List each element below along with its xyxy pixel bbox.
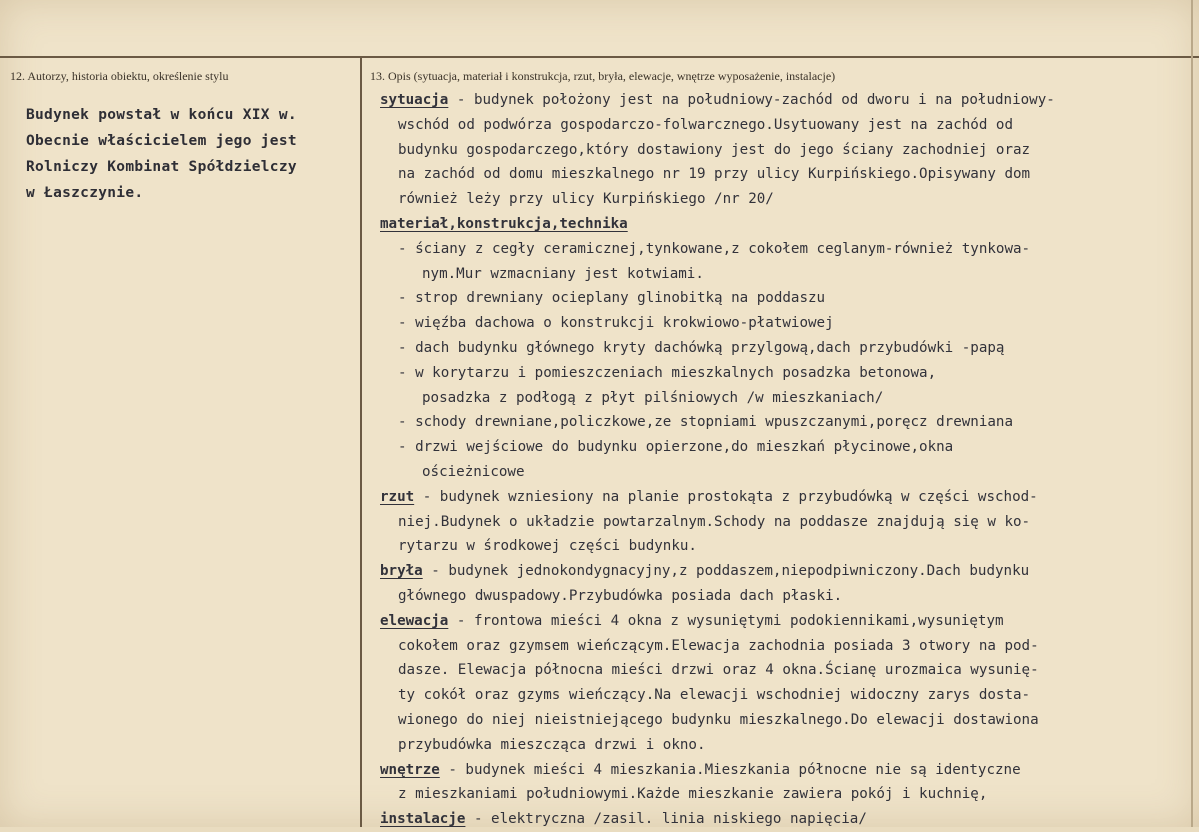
text-line: - dach budynku głównego kryty dachówką przylgową,dach przybudówki -papą [398,339,1005,356]
text-line: - budynek wzniesiony na planie prostokąta z przybudówką w części wschod- [414,488,1038,505]
text-line: dasze. Elewacja północna mieści drzwi oraz 4 okna.Ścianę urozmaica wysunię- [398,662,1039,679]
text-line: wschód od podwórza gospodarczo-folwarcznego.Usytuowany jest na zachód od [398,116,1013,133]
text-line: - frontowa mieści 4 okna z wysuniętymi podokiennikami,wysuniętym [448,612,1004,629]
right-column-heading: 13. Opis (sytuacja, materiał i konstrukcja, rzut, bryła, elewacje, wnętrze wyposażenie, instalacje) [370,69,836,83]
text-line: z mieszkaniami południowymi.Każde mieszkanie zawiera pokój i kuchnię, [398,786,988,803]
section-bryla [380,559,1180,584]
text-line: cokołem oraz gzymsem wieńczącym.Elewacja zachodnia posiada 3 otwory na pod- [398,637,1039,654]
section-heading: wnętrze [380,761,440,778]
text-line: - strop drewniany ocieplany glinobitką na poddaszu [398,290,826,307]
left-column-heading: 12. Autorzy, historia obiektu, określenie stylu [10,69,229,83]
description-text [380,88,1180,832]
section-wnetrze [380,758,1180,783]
text-line: przybudówka mieszcząca drzwi i okno. [398,736,706,753]
text-line: - budynek mieści 4 mieszkania.Mieszkania północne nie są identyczne [439,761,1021,778]
text-line: posadzka z podłogą z płyt pilśniowych /w mieszkaniach/ [422,389,884,406]
section-elewacja [380,609,1180,634]
history-text [26,102,356,206]
text-line: wionego do niej nieistniejącego budynku mieszkalnego.Do elewacji dostawiona [398,711,1039,728]
text-line: - ściany z cegły ceramicznej,tynkowane,z cokołem ceglanym-również tynkowa- [398,240,1031,257]
section-heading: rzut [380,488,415,505]
column-divider [360,58,362,827]
history-line: Rolniczy Kombinat Spółdzielczy [26,159,297,175]
text-line: ościeżnicowe [422,463,525,480]
text-line: - w korytarzu i pomieszczeniach mieszkalnych posadzka betonowa, [398,364,937,381]
text-line: - więźba dachowa o konstrukcji krokwiowo-płatwiowej [398,315,834,332]
section-heading: materiał,konstrukcja,technika [380,215,628,232]
text-line: rytarzu w środkowej części budynku. [398,538,697,555]
text-line: - budynek położony jest na południowy-zachód od dworu i na południowy- [448,92,1055,108]
history-line: w Łaszczynie. [26,185,144,201]
text-line: niej.Budynek o układzie powtarzalnym.Schody na poddasze znajdują się w ko- [398,513,1031,530]
text-line: - elektryczna /zasil. linia niskiego napięcia/ [465,811,867,828]
section-instalacje [380,807,1180,832]
text-line: - drzwi wejściowe do budynku opierzone,do mieszkań płycinowe,okna [398,439,954,456]
section-heading: instalacje [380,811,466,828]
card-edge [1191,0,1193,827]
text-line: ty cokół oraz gzyms wieńczący.Na elewacji wschodniej widoczny zarys dosta- [398,687,1031,704]
section-sytuacja [380,88,1180,113]
header-rule [0,56,1199,58]
section-heading: elewacja [380,612,449,629]
text-line: głównego dwuspadowy.Przybudówka posiada dach płaski. [398,587,843,604]
text-line: również leży przy ulicy Kurpińskiego /nr 20/ [398,191,774,208]
text-line: - schody drewniane,policzkowe,ze stopniami wpuszczanymi,poręcz drewniana [398,414,1013,431]
section-rzut [380,485,1180,510]
text-line: nym.Mur wzmacniany jest kotwiami. [422,265,704,282]
history-line: Budynek powstał w końcu XIX w. [26,107,297,123]
section-heading: sytuacja [380,92,449,108]
section-heading: bryła [380,563,423,580]
text-line: budynku gospodarczego,który dostawiony jest do jego ściany zachodniej oraz [398,141,1031,158]
text-line: na zachód od domu mieszkalnego nr 19 przy ulicy Kurpińskiego.Opisywany dom [398,166,1031,183]
history-line: Obecnie właścicielem jego jest [26,133,297,149]
text-line: - budynek jednokondygnacyjny,z poddaszem,niepodpiwniczony.Dach budynku [422,563,1030,580]
section-material [380,212,1180,237]
